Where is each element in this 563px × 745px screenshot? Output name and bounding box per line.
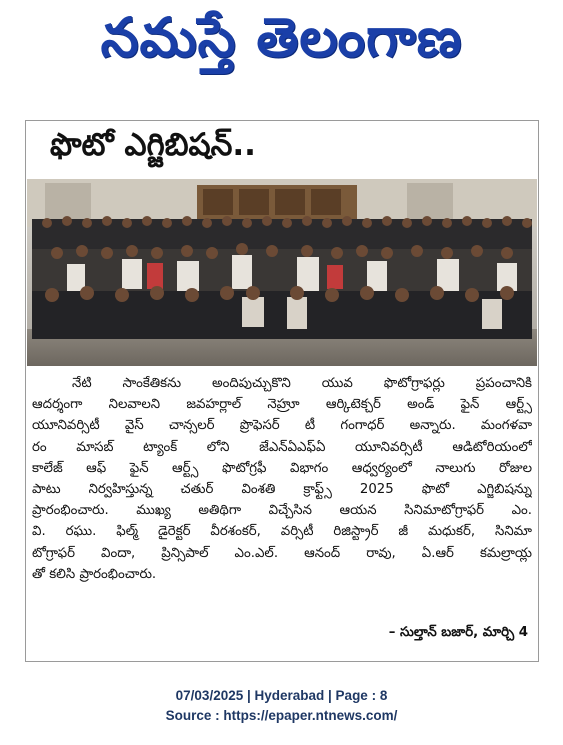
masthead — [0, 0, 563, 78]
body-line: తో కలిసి ప్రారంభించారు. — [32, 566, 157, 582]
headline-band — [26, 121, 538, 176]
footer-source: Source : https://epaper.ntnews.com/ — [165, 708, 398, 723]
article-headline: ఫొటో ఎగ్జిబిషన్.. — [50, 127, 256, 163]
body-line: ప్రారంభించారు. ముఖ్య అతిథిగా విచ్చేసిన ఆయన సినిమాటోగ్రాఫర్ ఎం. — [32, 503, 532, 519]
body-line: నేటి సాంకేతికను అందిపుచ్చుకొని యువ ఫొటోగ్రాఫర్లు ప్రపంచానికి — [72, 376, 532, 391]
group-photo — [27, 179, 537, 366]
body-line: యూనివర్సిటీ వైస్ చాన్సలర్ ప్రొఫెసర్ టీ గంగాధర్ అన్నారు. మంగళవా — [32, 418, 532, 434]
body-line: వి. రఘు. ఫిల్మ్ డైరెక్టర్ వీరశంకర్, వర్సిటీ రిజిస్ట్రార్ జీ మధుకర్, సినిమా — [32, 524, 532, 540]
group-photo-image — [27, 179, 537, 366]
news-clipping — [25, 120, 539, 662]
body-line: కాలేజ్ ఆఫ్ ఫైన్ ఆర్ట్స్ ఫొటోగ్రఫీ విభాగం ఆధ్వర్యంలో నాలుగు రోజుల — [32, 460, 532, 476]
body-line: ఆదర్శంగా నిలవాలని జవహర్లాల్ నెహ్రూ ఆర్కిటెక్చర్ అండ్ ఫైన్ ఆర్ట్స్ — [32, 397, 532, 413]
masthead-title: నమస్తే తెలంగాణ — [100, 5, 463, 69]
article-dateline: – సుల్తాన్ బజార్, మార్చి 4 — [388, 625, 528, 640]
article-body — [32, 373, 532, 585]
footer-date-page: 07/03/2025 | Hyderabad | Page : 8 — [175, 688, 388, 703]
body-line: రం మాసబ్ ట్యాంక్ లోని జేఎన్ఏఎఫ్ఏ యూనివర్సిటీ ఆడిటోరియంలో — [32, 439, 532, 455]
body-line: పాటు నిర్వహిస్తున్న చతుర్ వింశతి క్రాఫ్ట్స్ 2025 ఫొటో ఎగ్జిబిషన్ను — [32, 482, 532, 498]
body-line: టోగ్రాఫర్ విందా, ప్రిన్సిపాల్ ఎం.ఎల్. ఆనంద్ రావు, ఏ.ఆర్ కమల్రాయ్ల — [32, 545, 532, 561]
